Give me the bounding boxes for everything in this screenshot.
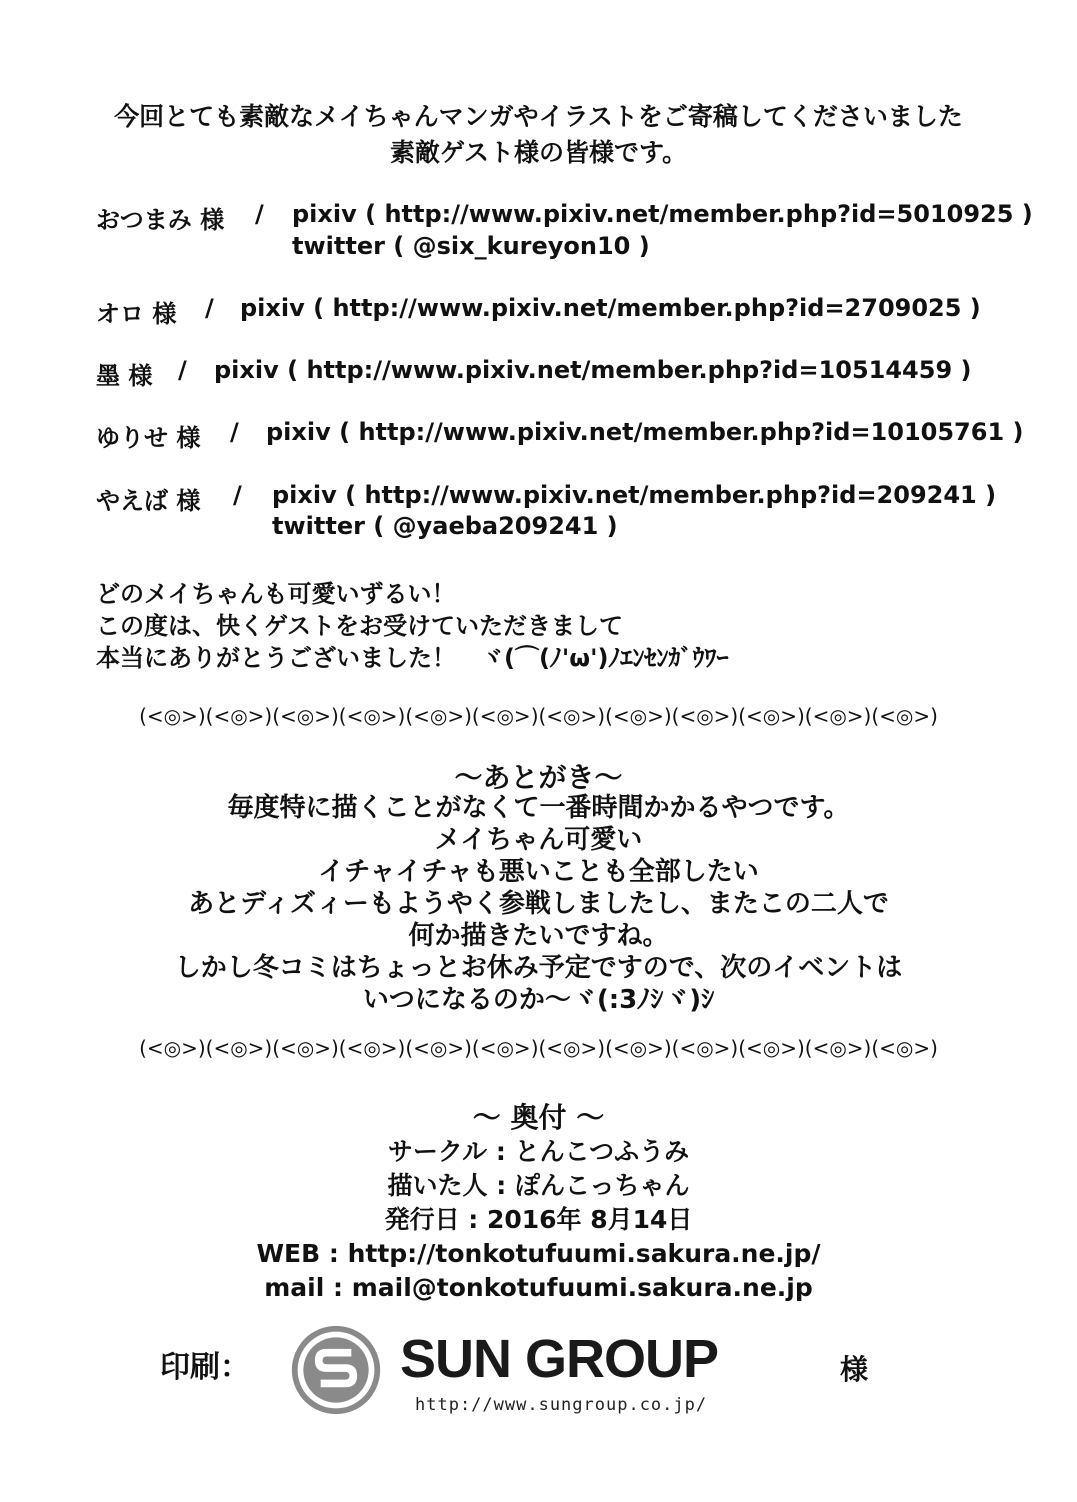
printer-label: 印刷： xyxy=(160,1350,250,1385)
printer-honorific: 様 xyxy=(840,1353,869,1386)
printer-credit xyxy=(160,1322,920,1422)
afterword-line: メイちゃん可愛い xyxy=(434,825,643,855)
sun-group-logo-text: SUN GROUP xyxy=(400,1329,719,1389)
eye-divider: (<◎>)(<◎>)(<◎>)(<◎>)(<◎>)(<◎>)(<◎>)(<◎>)(<◎>)(<◎>)(<◎>)(<◎>) xyxy=(139,704,938,728)
guest-separator: / xyxy=(233,481,242,509)
guest-pixiv-link[interactable]: pixiv ( http://www.pixiv.net/member.php?id=5010925 ) xyxy=(292,200,1033,228)
afterword-line: 何か描きたいですね。 xyxy=(408,921,669,951)
sun-group-logo-icon xyxy=(288,1322,384,1418)
colophon-date: 発行日 : 2016年 8月14日 xyxy=(384,1205,693,1234)
afterword-line: イチャイチャも悪いことも全部したい xyxy=(318,857,759,887)
guest-separator: / xyxy=(255,200,264,228)
thanks-line: この度は、快くゲストをお受けていただきまして xyxy=(96,612,624,640)
guest-twitter-link[interactable]: twitter ( @yaeba209241 ) xyxy=(272,512,618,540)
guest-name: ゆりせ 様 xyxy=(96,424,201,452)
afterword-heading: ～あとがき～ xyxy=(454,761,623,794)
afterword-line: いつになるのか～ヾ(:3ﾉｼヾ)ｼ xyxy=(362,985,715,1015)
guest-twitter-link[interactable]: twitter ( @six_kureyon10 ) xyxy=(292,232,650,260)
guest-pixiv-link[interactable]: pixiv ( http://www.pixiv.net/member.php?id=209241 ) xyxy=(272,481,997,509)
colophon-mail-link[interactable]: mail : mail@tonkotufuumi.sakura.ne.jp xyxy=(264,1273,813,1302)
thanks-line: どのメイちゃんも可愛いずるい！ xyxy=(96,580,456,608)
guest-name: オロ 様 xyxy=(96,300,177,328)
guest-name: おつまみ 様 xyxy=(96,206,225,234)
guest-name: やえば 様 xyxy=(96,487,201,515)
intro-line-1: 今回とても素敵なメイちゃんマンガやイラストをご寄稿してくださいました xyxy=(114,102,963,131)
colophon-artist: 描いた人 : ぽんこっちゃん xyxy=(387,1171,690,1200)
afterword-line: 毎度特に描くことがなくて一番時間かかるやつです。 xyxy=(227,793,850,823)
intro-line-2: 素敵ゲスト様の皆様です。 xyxy=(389,138,687,167)
colophon-heading: ～ 奥付 ～ xyxy=(472,1101,605,1134)
guest-separator: / xyxy=(230,418,239,446)
guest-separator: / xyxy=(178,356,187,384)
guest-name: 墨 様 xyxy=(96,362,153,390)
guest-pixiv-link[interactable]: pixiv ( http://www.pixiv.net/member.php?id=10514459 ) xyxy=(214,356,972,384)
colophon-web-link[interactable]: WEB : http://tonkotufuumi.sakura.ne.jp/ xyxy=(256,1239,821,1268)
thanks-line: 本当にありがとうございました！ ヾ(⌒(ﾉ'ω')ﾉｴﾝｾﾝｶﾞｳﾜｰ xyxy=(96,644,729,672)
afterword-line: あとディズィーもようやく参戦しましたし、またこの二人で xyxy=(188,889,889,919)
eye-divider: (<◎>)(<◎>)(<◎>)(<◎>)(<◎>)(<◎>)(<◎>)(<◎>)(<◎>)(<◎>)(<◎>)(<◎>) xyxy=(139,1036,938,1060)
sun-group-url[interactable]: http://www.sungroup.co.jp/ xyxy=(415,1395,708,1415)
colophon-circle: サークル : とんこつふうみ xyxy=(387,1137,690,1166)
afterword-line: しかし冬コミはちょっとお休み予定ですので、次のイベントは xyxy=(174,953,903,983)
guest-pixiv-link[interactable]: pixiv ( http://www.pixiv.net/member.php?id=2709025 ) xyxy=(240,294,981,322)
guest-separator: / xyxy=(205,294,214,322)
guest-pixiv-link[interactable]: pixiv ( http://www.pixiv.net/member.php?id=10105761 ) xyxy=(266,418,1024,446)
